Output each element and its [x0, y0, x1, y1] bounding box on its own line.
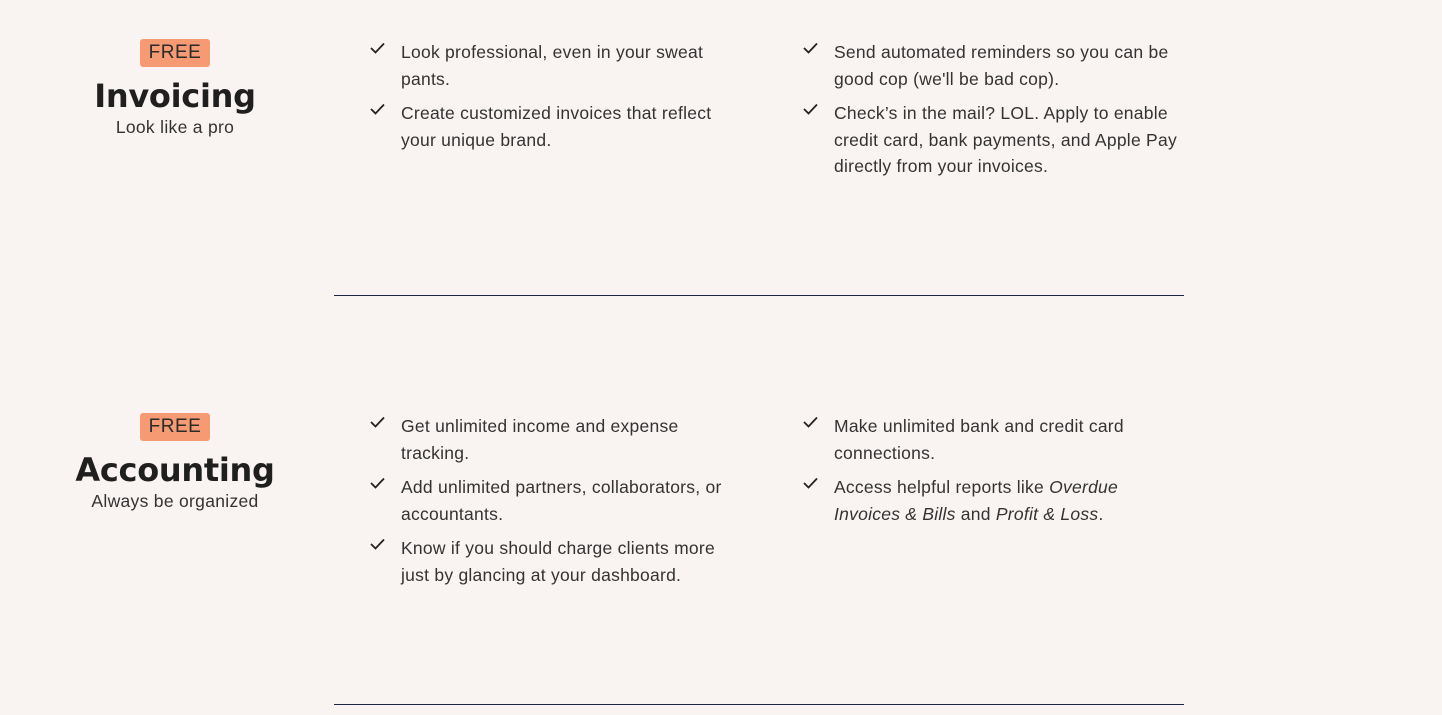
feature-text: Look professional, even in your sweat pants. [401, 42, 704, 89]
feature-item [803, 474, 1178, 527]
feature-list-left [370, 39, 740, 161]
feature-text: Access helpful reports like Overdue Invoices & Bills and Profit & Loss. [834, 477, 1119, 524]
section-title: Accounting [75, 451, 275, 489]
accounting-section [0, 374, 1442, 706]
feature-item [803, 100, 1178, 180]
check-icon [803, 42, 818, 54]
report-name: Profit & Loss [995, 503, 1099, 524]
section-title: Invoicing [94, 77, 256, 115]
feature-item [370, 413, 740, 466]
check-icon [803, 103, 818, 115]
invoicing-header [60, 39, 290, 139]
feature-list-left [370, 413, 740, 596]
feature-item [370, 100, 740, 153]
feature-text: Make unlimited bank and credit card connections. [834, 416, 1124, 463]
check-icon [803, 416, 818, 428]
feature-item [370, 39, 740, 92]
check-icon [370, 538, 385, 550]
free-badge: FREE [140, 413, 211, 441]
report-name: Overdue Invoices & Bills [834, 477, 1119, 524]
feature-text: Know if you should charge clients more just by glancing at your dashboard. [401, 538, 715, 585]
feature-item [803, 39, 1178, 92]
feature-item [370, 535, 740, 588]
feature-list-right [803, 39, 1178, 188]
check-icon [370, 416, 385, 428]
feature-text: Send automated reminders so you can be good cop (we'll be bad cop). [834, 42, 1169, 89]
feature-text: Create customized invoices that reflect your unique brand. [401, 103, 712, 150]
feature-text: Add unlimited partners, collaborators, or accountants. [401, 477, 722, 524]
accounting-header [60, 413, 290, 513]
check-icon [370, 42, 385, 54]
check-icon [370, 103, 385, 115]
feature-list-right [803, 413, 1178, 535]
feature-item [803, 413, 1178, 466]
section-divider [334, 704, 1184, 705]
feature-item [370, 474, 740, 527]
feature-text: Get unlimited income and expense tracking. [401, 416, 679, 463]
check-icon [370, 477, 385, 489]
section-divider [334, 295, 1184, 296]
free-badge: FREE [140, 39, 211, 67]
feature-text: Check’s in the mail? LOL. Apply to enable credit card, bank payments, and Apple Pay directly from your invoices. [834, 103, 1177, 176]
check-icon [803, 477, 818, 489]
section-subtitle: Look like a pro [115, 117, 235, 137]
invoicing-section [0, 0, 1442, 296]
section-subtitle: Always be organized [91, 491, 259, 511]
